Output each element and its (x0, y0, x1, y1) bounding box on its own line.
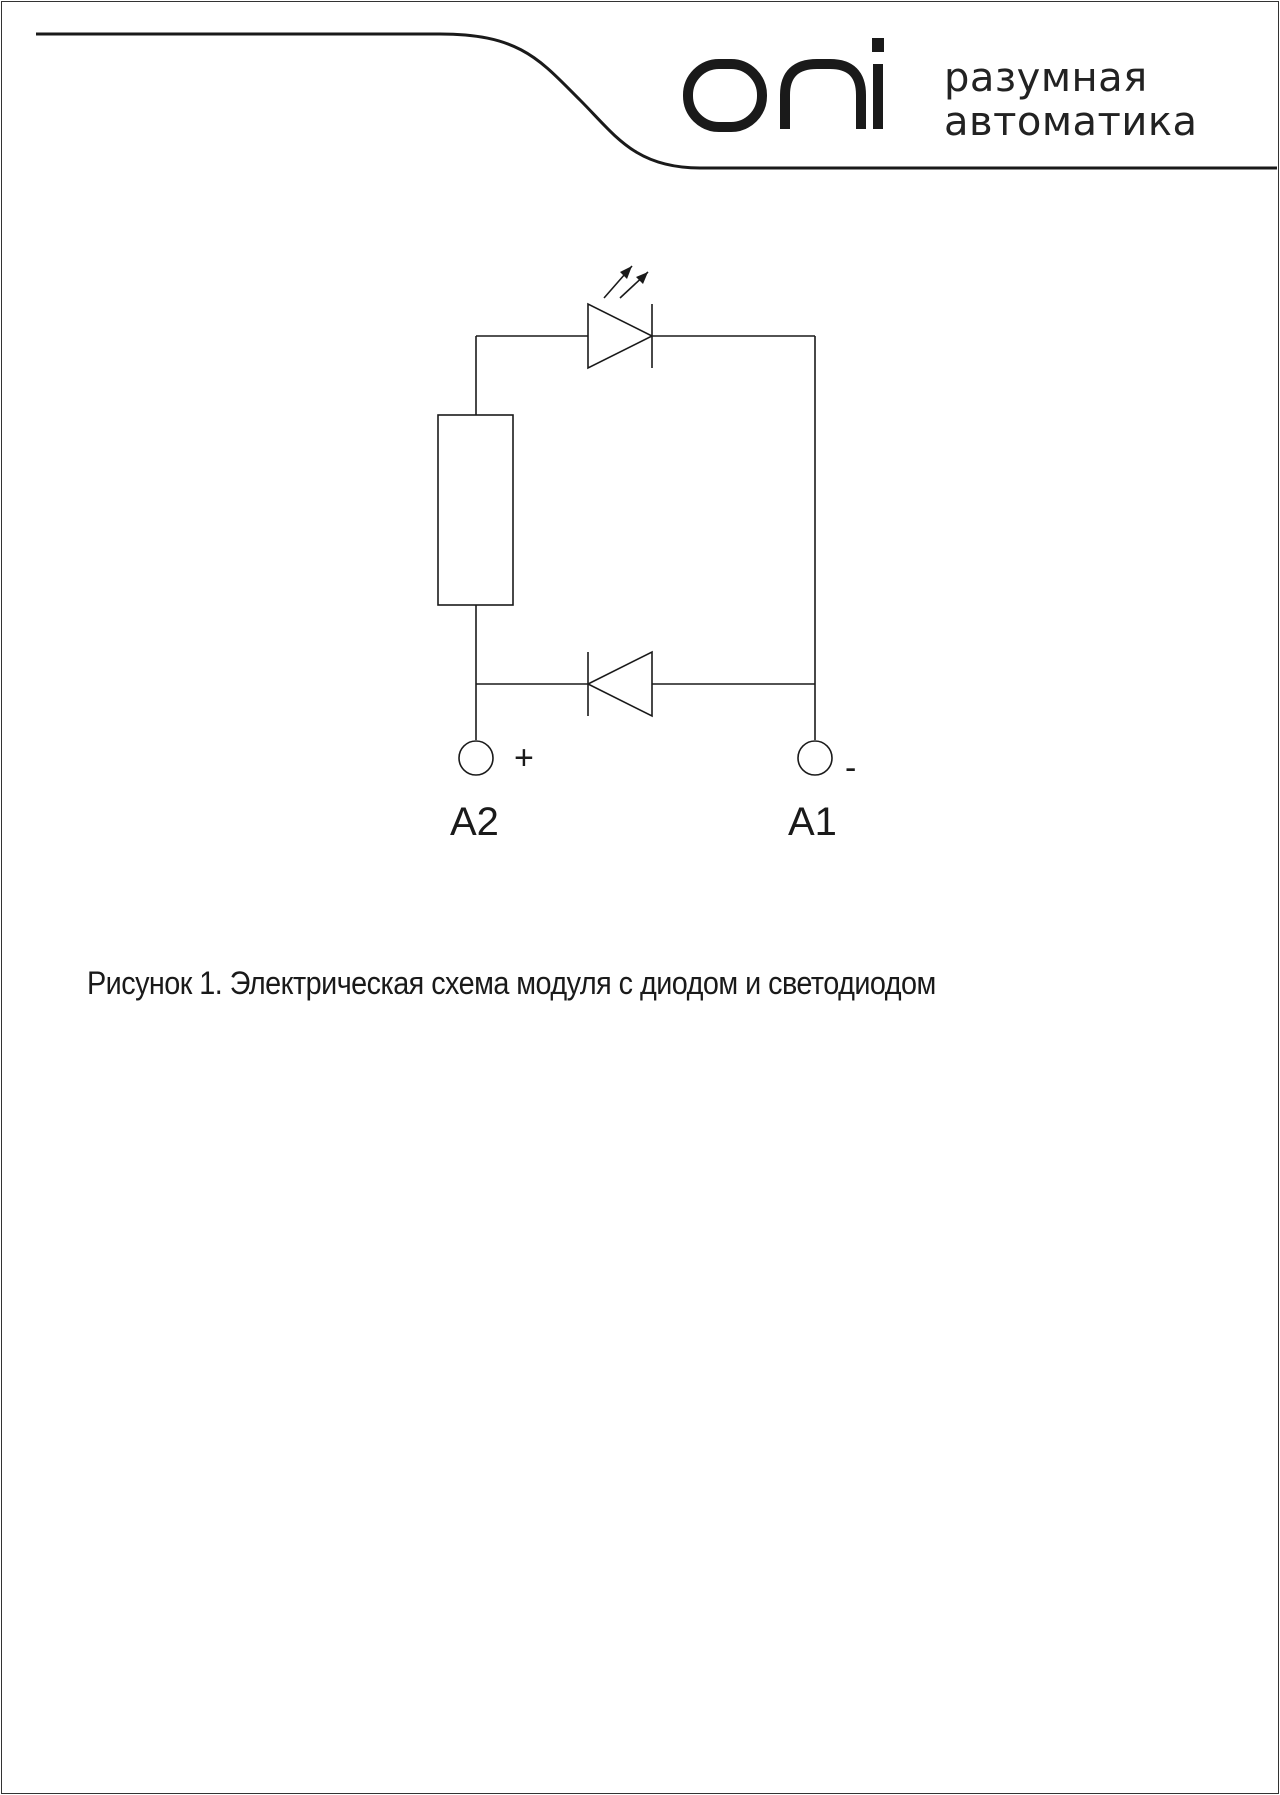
terminal-a2-polarity: + (514, 739, 534, 777)
diode (588, 652, 652, 716)
led-triangle (588, 304, 652, 368)
terminal-a1-polarity: - (845, 749, 857, 787)
resistor (438, 415, 513, 605)
terminal-a2 (459, 741, 493, 775)
terminal-a1 (798, 741, 832, 775)
terminal-a2-label: A2 (450, 800, 499, 844)
logo-tagline-line1: разумная (944, 55, 1148, 101)
figure-caption: Рисунок 1. Электрическая схема модуля с диодом и светодиодом (87, 965, 936, 1001)
logo-tagline-line2: автоматика (944, 99, 1198, 145)
terminal-a1-label: A1 (788, 800, 837, 844)
diode-triangle (588, 652, 652, 716)
